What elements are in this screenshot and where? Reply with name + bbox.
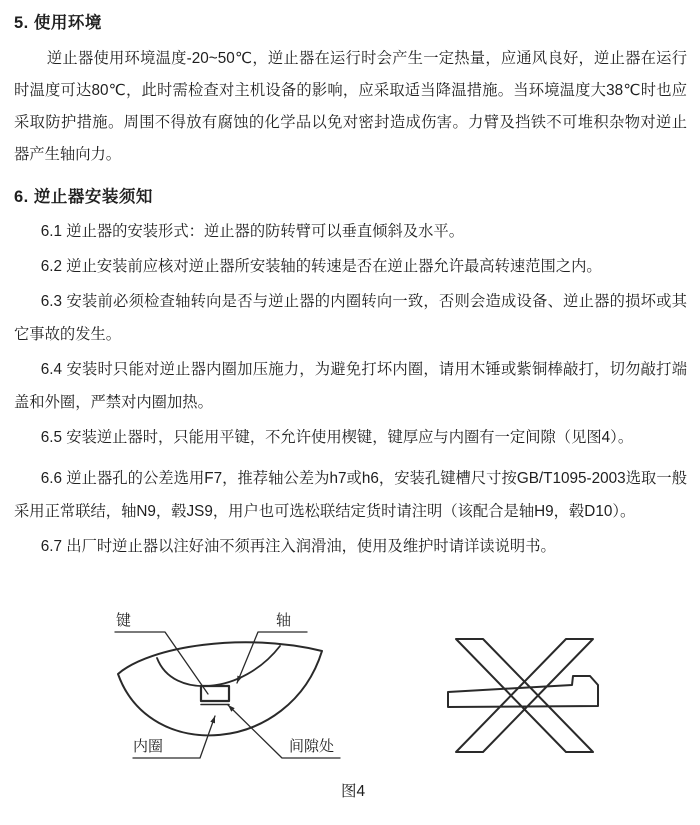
install-note-6-5: 6.5 安装逆止器时，只能用平键，不允许使用楔键，键厚应与内圈有一定间隙（见图4）。	[40, 429, 634, 446]
inner-ring-leader-arrow	[210, 716, 215, 723]
wedge-key-prohibited-diagram	[440, 629, 610, 764]
shaft-arc	[157, 646, 280, 686]
section-5-body: 逆止器使用环境温度-20~50℃，逆止器在运行时会产生一定热量，应通风良好，逆止器在运行时温度可达80℃，此时需检查对主机设备的影响，应采取适当降温措施。当环境温度大38℃时也应采取防护措施。周围不得放有腐蚀的化学品以免对密封造成伤害。力臂及挡铁不可堆积杂物对逆止器产生轴向力。	[14, 50, 687, 163]
install-note-6-3: 6.3 安装前必须检查轴转向是否与逆止器的内圈转向一致，否则会造成设备、逆止器的损坏或其它事故的发生。	[14, 293, 687, 343]
label-key: 键	[116, 612, 132, 629]
install-note-6-7: 6.7 出厂时逆止器以注好油不须再注入润滑油，使用及维护时请详读说明书。	[40, 538, 556, 555]
prohibition-cross-band-2	[456, 639, 593, 752]
install-note-6-4: 6.4 安装时只能对逆止器内圈加压施力，为避免打坏内圈，请用木锤或紫铜棒敲打，切勿敲打端盖和外圈，严禁对内圈加热。	[14, 361, 687, 411]
install-note-6-2: 6.2 逆止安装前应核对逆止器所安装轴的转速是否在逆止器允许最高转速范围之内。	[40, 258, 602, 275]
label-gap: 间隙处	[289, 738, 335, 755]
shaft-leader-line	[237, 632, 307, 683]
figure-caption: 图4	[341, 783, 366, 800]
install-note-6-1: 6.1 逆止器的安装形式：逆止器的防转臂可以垂直倾斜及水平。	[40, 223, 465, 240]
figure-4	[0, 604, 700, 814]
prohibition-cross-band-1	[456, 639, 593, 752]
section-5-heading: 5. 使用环境	[14, 14, 102, 32]
label-inner-ring: 内圈	[133, 738, 164, 755]
section-6-heading: 6. 逆止器安装须知	[14, 188, 153, 206]
install-note-6-6: 6.6 逆止器孔的公差选用F7，推荐轴公差为h7或h6，安装孔键槽尺寸按GB/T1095-2003选取一般采用正常联结，轴N9，毂JS9，用户也可选松联结定货时请注明（该配合是轴H9，毂D10）。	[14, 470, 687, 520]
label-shaft: 轴	[276, 612, 292, 629]
key-rect	[201, 686, 229, 701]
